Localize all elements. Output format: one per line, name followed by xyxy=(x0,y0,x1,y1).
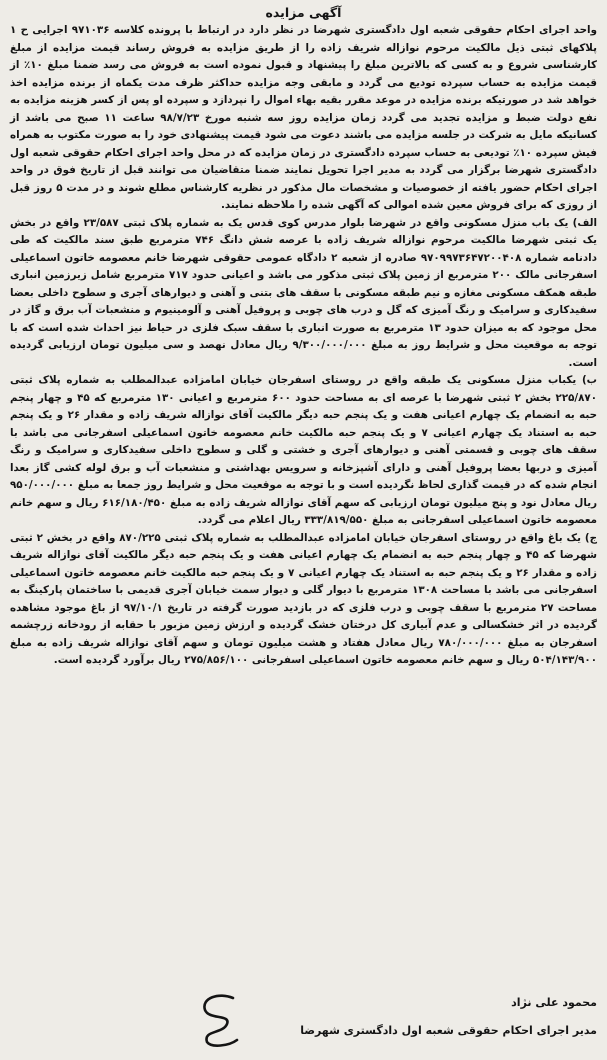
item-a-paragraph: الف) یک باب منزل مسکونی واقع در شهرضا بلوار مدرس کوی قدس یک به شماره پلاک ثبتی ۲۳/۵۸۷ واقع در بخش یک ثبتی شهرضا مالکیت مرحوم نوازاله شریف زاده با عرصه شش دانگ ۷۴۶ مترمربع طبق سند مالکیت که طی دادنامه شماره ۹۷۰۹۹۷۳۶۴۷۲۰۰۴۰۸ صادره از شعبه ۲ دادگاه عمومی حقوقی شهرضا خانم معصومه خاتون اسماعیلی اسفرجانی مالک ۲۰۰ مترمربع از زمین پلاک ثبتی مذکور می باشد و اعیانی حدود ۷۱۷ مترمربع شامل زیرزمین انباری طبقه همکف مسکونی مغازه و نیم طبقه مسکونی با سقف های بتنی و آهنی و دیوارهای آجری و سطوح داخلی بعضا سفیدکاری و سرامیک و رنگ آمیزی که گل و درب های چوبی و پروفیل آهنی و آلومینیوم و منشعبات آب برق و گاز در محل موجود که به میزان حدود ۱۳ مترمربع به صورت انباری با سقف سبک فلزی در حیاط نیز احداث شده است که با توجه به موقعیت محل و شرایط روز به مبلغ ۹/۳۰۰/۰۰۰/۰۰۰ ریال معادل نهصد و سی میلیون تومان ارزیابی گردیده است. xyxy=(10,216,598,369)
signature-block xyxy=(10,990,597,1054)
signer-name: محمود علی نژاد xyxy=(511,996,597,1009)
signer-title: مدیر اجرای احکام حقوقی شعبه اول دادگستری شهرضا xyxy=(300,1024,597,1037)
notice-title: آگهی مزایده xyxy=(265,5,342,20)
item-b-paragraph: ب) یکباب منزل مسکونی یک طبقه واقع در روستای اسفرجان خیابان امامزاده عبدالمطلب به شماره پلاک ثبتی ۲۲۵/۸۷۰ بخش ۲ ثبتی شهرضا با عرصه ای به مساحت حدود ۶۰۰ مترمربع و اعیانی ۱۳۰ مترمربع که ۴۵ و چهار پنجم حبه به انضمام یک چهارم اعیانی هفت و یک پنجم حبه دیگر مالکیت آقای نوازاله شریف زاده و مقدار ۲۶ و یک پنجم حبه به استناد یک چهارم اعیانی ۷ و یک پنجم حبه مالکیت خانم معصومه خاتون اسماعیلی اسفرجانی می باشد با سقف های چوبی و قسمتی آهنی و دیوارهای آجری و خشتی و گلی و سطوح داخلی سفیدکاری و سرامیک و رنگ آمیزی و دربها بعضا پروفیل آهنی و دارای آشپزخانه و سرویس بهداشتی و منشعبات آب و برق لوله کشی گاز بعدا انجام شده که در قیمت گذاری لحاظ نگردیده است و با توجه به موقعیت محل و شرایط روز جمعا به مبلغ ۹۵۰/۰۰۰/۰۰۰ ریال معادل نود و پنج میلیون تومان ارزیابی که سهم آقای نوازاله شریف زاده به مبلغ ۶۱۶/۱۸۰/۴۵۰ ریال و سهم خانم معصومه خاتون اسماعیلی اسفرجانی به مبلغ ۳۳۳/۸۱۹/۵۵۰ ریال اعلام می گردد. xyxy=(10,374,598,526)
notice-intro-paragraph: واحد اجرای احکام حقوقی شعبه اول دادگستری شهرضا در نظر دارد در ارتباط با پرونده کلاسه ۹۷۱۰۳۶ اجرایی ح ۱ پلاکهای ثبتی ذیل مالکیت مرحوم نوازاله شریف زاده را از طریق مزایده به فروش رساند قیمت مزایده از مبلغ کارشناسی شروع و به کسی که بالاترین مبلغ را پیشنهاد و قبول نموده است به فروش می رسد ضمنا مبلغ ۱۰٪ از قیمت مزایده به حساب سپرده تودیع می گردد و مابقی وجه مزایده حداکثر ظرف مدت یکماه از برنده مزایده اخذ خواهد شد در صورتیکه برنده مزایده در موعد مقرر بقیه بهاء اموال را نپردازد و سپرده او پس از کسر هزینه مزایده به نفع دولت ضبط و مزایده تجدید می گردد زمان مزایده روز سه شنبه مورخ ۹۸/۷/۲۳ ساعت ۱۱ صبح می باشد از کسانیکه مایل به شرکت در جلسه مزایده می باشند دعوت می شود قیمت پیشنهادی خود را به صورت مکتوب به همراه فیش سپرده ۱۰٪ تودیعی به حساب سپرده دادگستری در زمان مزایده که در محل واحد اجرای احکام حقوقی شعبه اول دادگستری شهرضا برگزار می گردد به مدیر اجرا تحویل نمایند ضمنا متقاضیان می توانند قبل از تاریخ فوق در واحد اجرای احکام حضور یافته از خصوصیات و مشخصات مال مذکور در نظریه کارشناس مطلع شوند و در مدت ۵ روز قبل از روزی که برای فروش معین شده اموالی که آگهی شده را ملاحظه نمایند. xyxy=(10,24,597,211)
item-c-paragraph: ج) یک باغ واقع در روستای اسفرجان خیابان امامزاده عبدالمطلب به شماره پلاک ثبتی ۸۷۰/۲۲۵ واقع در بخش ۲ ثبتی شهرضا که ۴۵ و چهار پنجم حبه به انضمام یک چهارم اعیانی هفت و یک پنجم حبه دیگر مالکیت آقای نوازاله شریف زاده و مقدار ۲۶ و یک پنجم حبه به استناد یک چهارم اعیانی ۷ و یک پنجم حبه مالکیت خانم معصومه خاتون اسماعیلی اسفرجانی می باشد با مساحت ۱۳۰۸ مترمربع با دیوار گلی و دیوار سمت خیابان آجری قدیمی با ساختمان پارکینگ به مساحت ۲۷ مترمربع با سقف چوبی و درب فلزی که در بازدید صورت گرفته در تاریخ ۹۷/۱۰/۱ از باغ موجود مشاهده گردیده در اثر خشکسالی و عدم آبیاری کل درختان خشک گردیده و ارزش زمین مزبور با حقابه از رودخانه زرچشمه اسفرجان به مبلغ ۷۸۰/۰۰۰/۰۰۰ ریال معادل هفتاد و هشت میلیون تومان و سهم آقای نوازاله شریف زاده به مبلغ ۵۰۴/۱۴۳/۹۰۰ ریال و سهم خانم معصومه خاتون اسماعیلی اسفرجانی ۲۷۵/۸۵۶/۱۰۰ ریال برآورد گردیده است. xyxy=(10,531,598,666)
handwritten-signature xyxy=(185,990,255,1050)
